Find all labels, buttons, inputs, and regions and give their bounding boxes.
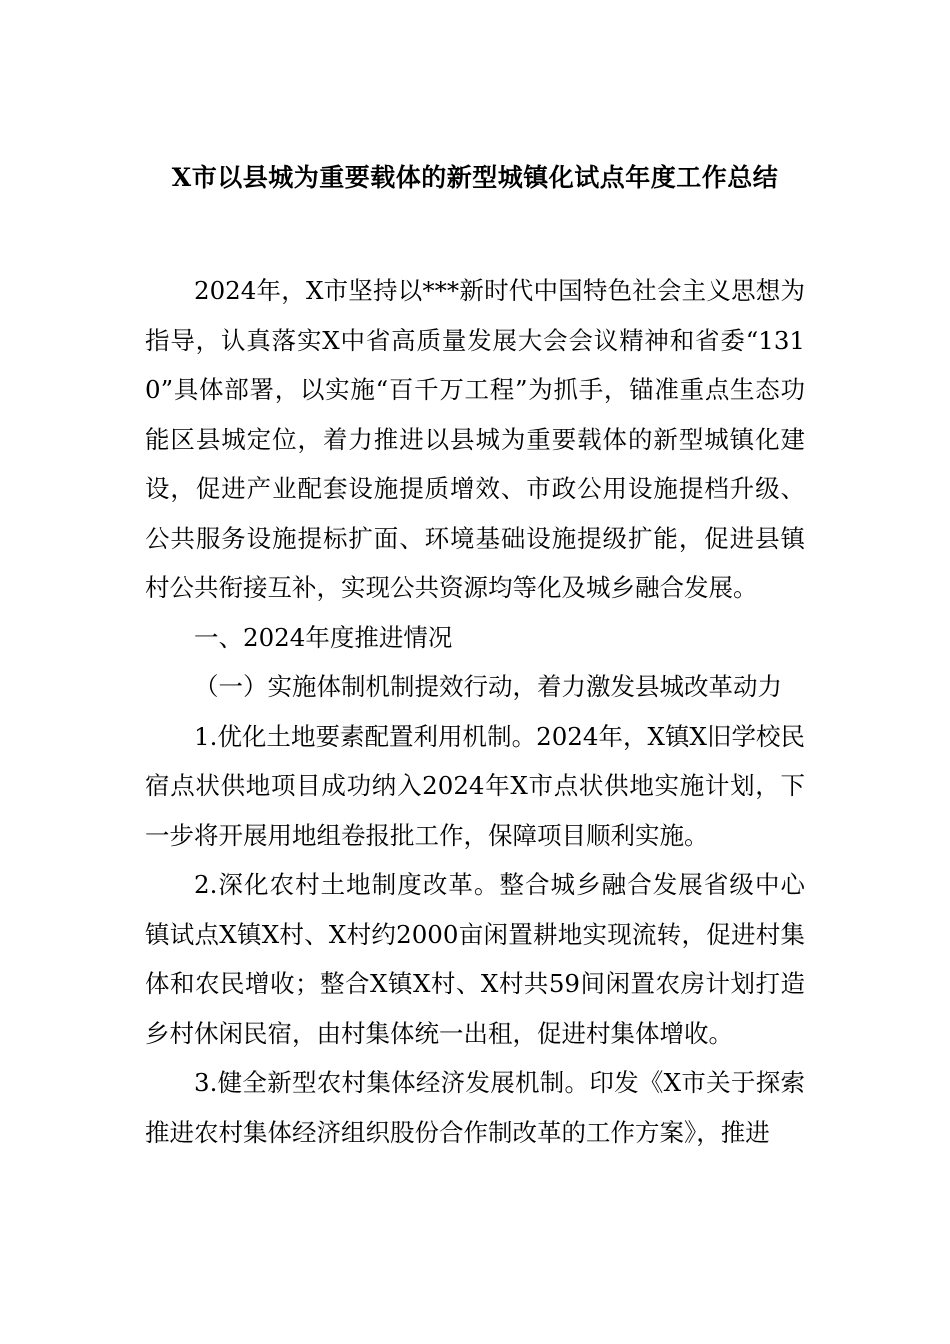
item-paragraph-2: 2.深化农村土地制度改革。整合城乡融合发展省级中心镇试点X镇X村、X村约2000亩闲置耕地实现流转，促进村集体和农民增收；整合X镇X村、X村共59间闲置农房计划打造乡村休闲民宿，由村集体统一出租，促进村集体增收。: [145, 870, 805, 1048]
subsection-heading: （一）实施体制机制提效行动，着力激发县城改革动力: [194, 672, 782, 701]
document-title: X市以县城为重要载体的新型城镇化试点年度工作总结: [171, 163, 779, 192]
item-paragraph-1: 1.优化土地要素配置利用机制。2024年，X镇X旧学校民宿点状供地项目成功纳入2024年X市点状供地实施计划，下一步将开展用地组卷报批工作，保障项目顺利实施。: [145, 721, 805, 850]
document-body: [145, 266, 805, 1157]
intro-paragraph: 2024年，X市坚持以***新时代中国特色社会主义思想为指导，认真落实X中省高质量发展大会会议精神和省委“1310”具体部署，以实施“百千万工程”为抓手，锚准重点生态功能区县城定位，着力推进以县城为重要载体的新型城镇化建设，促进产业配套设施提质增效、市政公用设施提档升级、公共服务设施提标扩面、环境基础设施提级扩能，促进县镇村公共衔接互补，实现公共资源均等化及城乡融合发展。: [145, 276, 805, 602]
section-heading: 一、2024年度推进情况: [194, 622, 453, 652]
item-paragraph-3: 3.健全新型农村集体经济发展机制。印发《X市关于探索推进农村集体经济组织股份合作制改革的工作方案》，推进: [145, 1068, 805, 1147]
